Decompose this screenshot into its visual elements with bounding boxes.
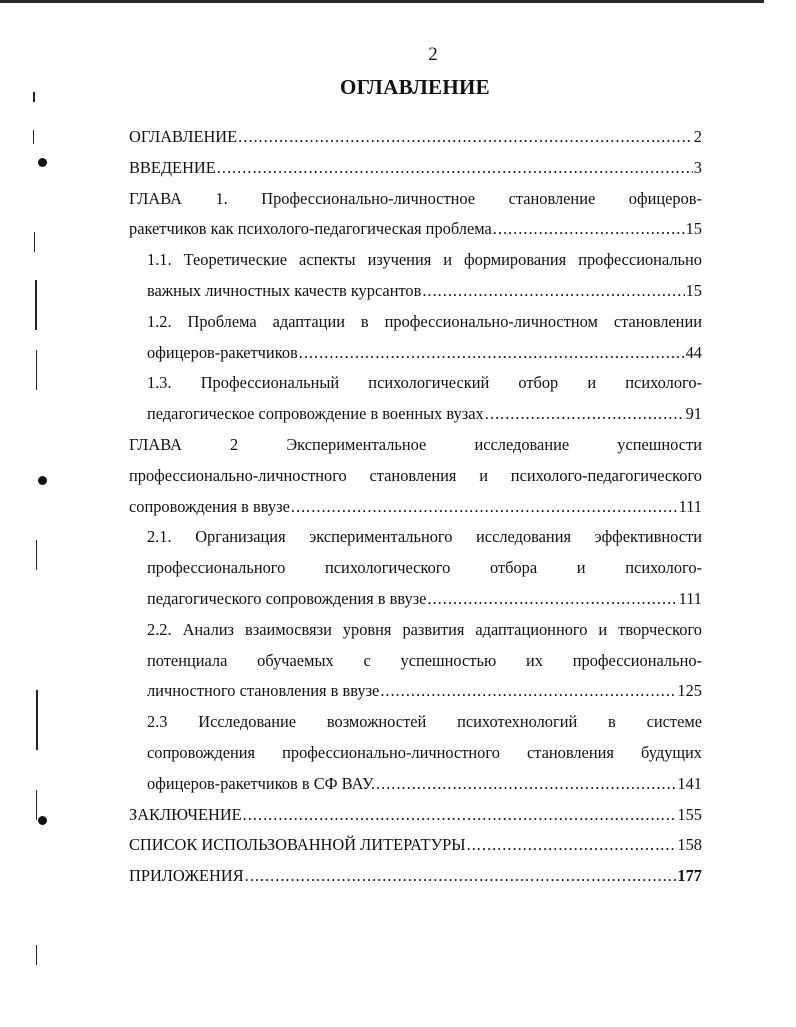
toc-page-number: 111 bbox=[678, 496, 702, 516]
scan-artifact bbox=[36, 350, 37, 390]
toc-dot-leader bbox=[291, 492, 678, 523]
toc-entry-line: профессионального психологического отбора и психолого- bbox=[147, 558, 702, 578]
toc-entry bbox=[129, 830, 702, 861]
toc-entry-title: личностного становления в ввузе bbox=[147, 681, 380, 701]
toc-entry-title: ВВЕДЕНИЕ bbox=[129, 157, 216, 177]
toc-dot-leader bbox=[380, 676, 676, 707]
toc-entry bbox=[129, 707, 702, 799]
toc-entry-last-line bbox=[147, 584, 702, 615]
toc-dot-leader bbox=[238, 122, 693, 153]
toc-entry-last-line bbox=[147, 769, 702, 800]
scan-dot bbox=[38, 816, 47, 825]
toc-entry-line: 1.2. Проблема адаптации в профессионально-личностном становлении bbox=[147, 311, 702, 331]
scan-artifact bbox=[36, 690, 38, 750]
toc-entry-last-line bbox=[129, 122, 702, 153]
toc-entry-title: педагогического сопровождения в ввузе bbox=[147, 588, 427, 608]
toc-page-number: 177 bbox=[677, 866, 702, 886]
scan-artifact bbox=[36, 790, 37, 820]
toc-page-number: 15 bbox=[685, 280, 702, 300]
toc-dot-leader bbox=[485, 399, 685, 430]
toc-entry-last-line bbox=[147, 338, 702, 369]
toc-entry-title: СПИСОК ИСПОЛЬЗОВАННОЙ ЛИТЕРАТУРЫ bbox=[129, 835, 466, 855]
toc-dot-leader bbox=[376, 769, 676, 800]
scan-artifact bbox=[33, 130, 34, 144]
scan-artifact bbox=[36, 540, 37, 570]
toc-entry-title: ракетчиков как психолого-педагогическая проблема bbox=[129, 219, 492, 239]
toc-entry-title: важных личностных качеств курсантов bbox=[147, 280, 422, 300]
toc-entry-title: ОГЛАВЛЕНИЕ bbox=[129, 127, 238, 146]
toc-entry-line: 2.2. Анализ взаимосвязи уровня развития адаптационного и творческого bbox=[147, 619, 702, 639]
toc-entry-line: 1.1. Теоретические аспекты изучения и формирования профессионально bbox=[147, 250, 702, 270]
toc-entry-line: ГЛАВА 2 Экспериментальное исследование успешности bbox=[129, 434, 702, 454]
toc-page-number: 91 bbox=[685, 404, 702, 424]
toc-dot-leader bbox=[422, 276, 684, 307]
scan-top-border bbox=[0, 0, 764, 3]
toc-entry bbox=[129, 184, 702, 246]
toc-entry-line: 2.3 Исследование возможностей психотехнологий в системе bbox=[147, 712, 702, 732]
toc-entry bbox=[129, 245, 702, 307]
table-of-contents bbox=[129, 122, 702, 892]
toc-dot-leader bbox=[299, 338, 685, 369]
scan-dot bbox=[38, 476, 47, 485]
toc-entry bbox=[129, 615, 702, 707]
toc-entry bbox=[129, 430, 702, 522]
toc-page-number: 3 bbox=[693, 157, 702, 177]
toc-entry bbox=[129, 522, 702, 614]
toc-entry-line: ГЛАВА 1. Профессионально-личностное становление офицеров- bbox=[129, 188, 702, 208]
toc-page-number: 125 bbox=[677, 681, 702, 701]
toc-entry-last-line bbox=[129, 830, 702, 861]
toc-entry bbox=[129, 307, 702, 369]
toc-entry-title: педагогическое сопровождение в военных вузах bbox=[147, 404, 484, 424]
toc-page-number: 141 bbox=[677, 773, 702, 793]
toc-entry-last-line bbox=[147, 399, 702, 430]
toc-page-number: 155 bbox=[677, 804, 702, 824]
toc-title: ОГЛАВЛЕНИЕ bbox=[340, 75, 490, 99]
toc-dot-leader bbox=[245, 861, 677, 892]
toc-entry-last-line bbox=[129, 492, 702, 523]
page-number: 2 bbox=[428, 44, 438, 65]
toc-page-number: 2 bbox=[693, 127, 702, 146]
toc-dot-leader bbox=[217, 153, 693, 184]
toc-entry-line: 1.3. Профессиональный психологический отбор и психолого- bbox=[147, 373, 702, 393]
toc-entry-last-line bbox=[129, 214, 702, 245]
scan-artifact bbox=[35, 280, 37, 330]
toc-dot-leader bbox=[243, 800, 677, 831]
toc-page-number: 158 bbox=[677, 835, 702, 855]
toc-entry-title: сопровождения в ввузе bbox=[129, 496, 290, 516]
toc-dot-leader bbox=[427, 584, 677, 615]
scan-artifact bbox=[36, 945, 37, 965]
toc-entry-last-line bbox=[147, 276, 702, 307]
toc-entry-title: ЗАКЛЮЧЕНИЕ bbox=[129, 804, 242, 824]
toc-page-number: 15 bbox=[685, 219, 702, 239]
toc-entry-line: потенциала обучаемых с успешностью их профессионально- bbox=[147, 650, 702, 670]
toc-dot-leader bbox=[493, 214, 685, 245]
toc-entry bbox=[129, 800, 702, 831]
toc-entry bbox=[129, 153, 702, 184]
toc-page-number: 111 bbox=[678, 588, 702, 608]
toc-entry-line: 2.1. Организация экспериментального исследования эффективности bbox=[147, 527, 702, 547]
toc-entry-title: офицеров-ракетчиков bbox=[147, 342, 298, 362]
toc-entry-last-line bbox=[129, 800, 702, 831]
toc-entry-last-line bbox=[129, 153, 702, 184]
scan-dot bbox=[38, 158, 47, 167]
toc-entry-title: офицеров-ракетчиков в СФ ВАУ. bbox=[147, 773, 376, 793]
toc-entry bbox=[129, 861, 702, 892]
toc-entry bbox=[129, 368, 702, 430]
toc-entry-line: профессионально-личностного становления и психолого-педагогического bbox=[129, 465, 702, 485]
toc-entry-last-line bbox=[147, 676, 702, 707]
toc-entry-line: сопровождения профессионально-личностного становления будущих bbox=[147, 742, 702, 762]
toc-entry-last-line bbox=[129, 861, 702, 892]
toc-entry-title: ПРИЛОЖЕНИЯ bbox=[129, 866, 244, 886]
toc-dot-leader bbox=[467, 830, 677, 861]
toc-page-number: 44 bbox=[685, 342, 702, 362]
toc-entry bbox=[129, 122, 702, 153]
scan-artifact bbox=[34, 232, 35, 252]
